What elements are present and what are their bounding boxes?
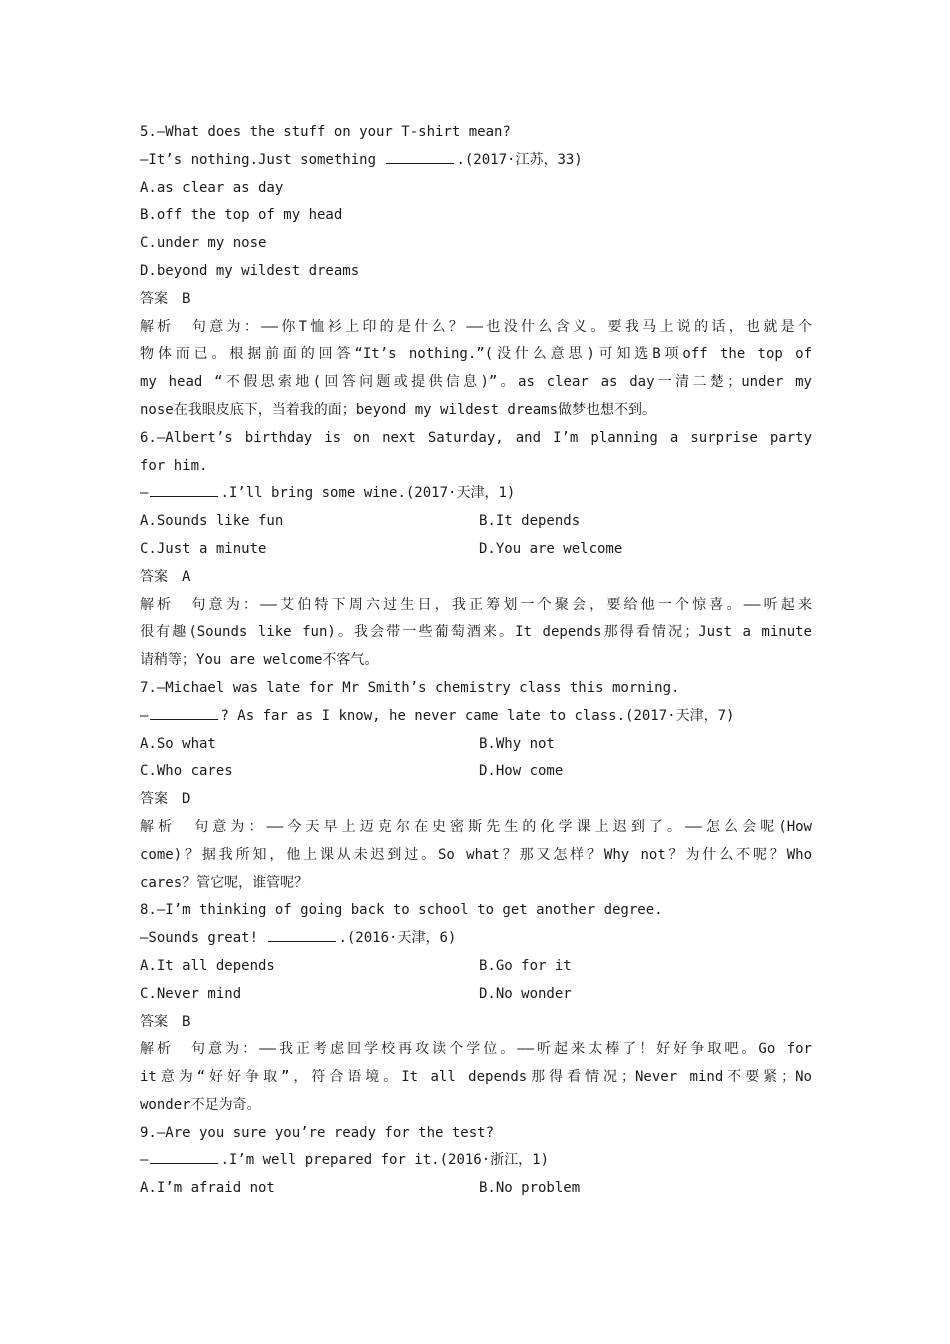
options-row xyxy=(140,1175,812,1203)
analysis-line: come)？据我所知，他上课从未迟到过。So what？那又怎样？Why not？为什么不呢？Who xyxy=(140,846,812,863)
analysis-line: my head “不假思索地(回答问题或提供信息)”。as clear as day一清二楚；under my xyxy=(140,374,812,391)
answer-blank xyxy=(268,927,336,942)
option-a: A.as clear as day xyxy=(140,179,284,196)
option-a: A.Sounds like fun xyxy=(140,513,284,530)
question-8 xyxy=(140,897,812,1119)
answer-blank xyxy=(386,149,454,164)
question-stem: 9.—Are you sure you’re ready for the test? xyxy=(140,1124,495,1141)
question-prompt: — ? As far as I know, he never came late to class.(2017·天津，7) xyxy=(140,703,812,731)
option-d: D.No wonder xyxy=(479,985,572,1002)
answer-label: 答案 B xyxy=(140,290,191,307)
answer-label: 答案 A xyxy=(140,568,191,585)
analysis-line: 解析 句意为：——艾伯特下周六过生日，我正筹划一个聚会，要给他一个惊喜。——听起来 xyxy=(140,596,812,613)
options-row xyxy=(140,508,812,536)
option-c: C.Who cares xyxy=(140,763,233,780)
analysis-line: it意为“好好争取”，符合语境。It all depends那得看情况；Never mind不要紧；No xyxy=(140,1069,812,1086)
analysis-line: cares？管它呢，谁管呢？ xyxy=(140,874,309,891)
options-row xyxy=(140,953,812,981)
analysis-line: 请稍等；You are welcome不客气。 xyxy=(140,652,379,669)
options-row xyxy=(140,981,812,1009)
question-5 xyxy=(140,119,812,425)
question-prompt: — .I’m well prepared for it.(2016·浙江，1) xyxy=(140,1147,812,1175)
analysis-line: wonder不足为奇。 xyxy=(140,1096,261,1113)
analysis-line: nose在我眼皮底下，当着我的面；beyond my wildest dreams做梦也想不到。 xyxy=(140,401,657,418)
option-c: C.under my nose xyxy=(140,235,267,252)
question-6 xyxy=(140,425,812,675)
option-c: C.Just a minute xyxy=(140,540,267,557)
option-b: B.No problem xyxy=(479,1180,581,1197)
option-d: D.You are welcome xyxy=(479,540,623,557)
answer-blank xyxy=(150,705,218,720)
analysis-line: 解析 句意为：——你T恤衫上印的是什么？——也没什么含义。要我马上说的话，也就是个 xyxy=(140,318,812,335)
options-row xyxy=(140,758,812,786)
question-9 xyxy=(140,1120,812,1203)
question-stem: 6.—Albert’s birthday is on next Saturday, and I’m planning a surprise party xyxy=(140,429,812,446)
option-b: B.off the top of my head xyxy=(140,207,343,224)
analysis-line: 物体而已。根据前面的回答“It’s nothing.”(没什么意思)可知选B项off the top of xyxy=(140,346,812,363)
question-7 xyxy=(140,675,812,897)
analysis-line: 解析 句意为：——今天早上迈克尔在史密斯先生的化学课上迟到了。——怎么会呢(How xyxy=(140,818,812,835)
options-row xyxy=(140,731,812,759)
option-c: C.Never mind xyxy=(140,985,242,1002)
answer-blank xyxy=(150,1149,218,1164)
option-d: D.How come xyxy=(479,763,564,780)
exercise-content xyxy=(140,119,812,1203)
option-d: D.beyond my wildest dreams xyxy=(140,262,360,279)
question-stem: 5.—What does the stuff on your T-shirt mean? xyxy=(140,124,511,140)
answer-label: 答案 D xyxy=(140,791,191,808)
answer-label: 答案 B xyxy=(140,1013,191,1030)
answer-blank xyxy=(150,482,218,497)
options-row xyxy=(140,536,812,564)
analysis-line: 解析 句意为：——我正考虑回学校再攻读个学位。——听起来太棒了！好好争取吧。Go for xyxy=(140,1041,812,1058)
option-b: B.Why not xyxy=(479,735,555,752)
question-stem: 7.—Michael was late for Mr Smith’s chemistry class this morning. xyxy=(140,679,680,696)
question-prompt: —It’s nothing.Just something .(2017·江苏，33) xyxy=(140,147,812,175)
question-stem-cont: for him. xyxy=(140,457,208,474)
option-b: B.Go for it xyxy=(479,957,572,974)
question-prompt: — .I’ll bring some wine.(2017·天津，1) xyxy=(140,480,812,508)
option-a: A.So what xyxy=(140,735,216,752)
question-prompt: —Sounds great! .(2016·天津，6) xyxy=(140,925,812,953)
question-stem: 8.—I’m thinking of going back to school to get another degree. xyxy=(140,902,663,919)
option-b: B.It depends xyxy=(479,513,581,530)
option-a: A.It all depends xyxy=(140,957,275,974)
analysis-line: 很有趣(Sounds like fun)。我会带一些葡萄酒来。It depends那得看情况；Just a minute xyxy=(140,624,812,641)
option-a: A.I’m afraid not xyxy=(140,1180,275,1197)
